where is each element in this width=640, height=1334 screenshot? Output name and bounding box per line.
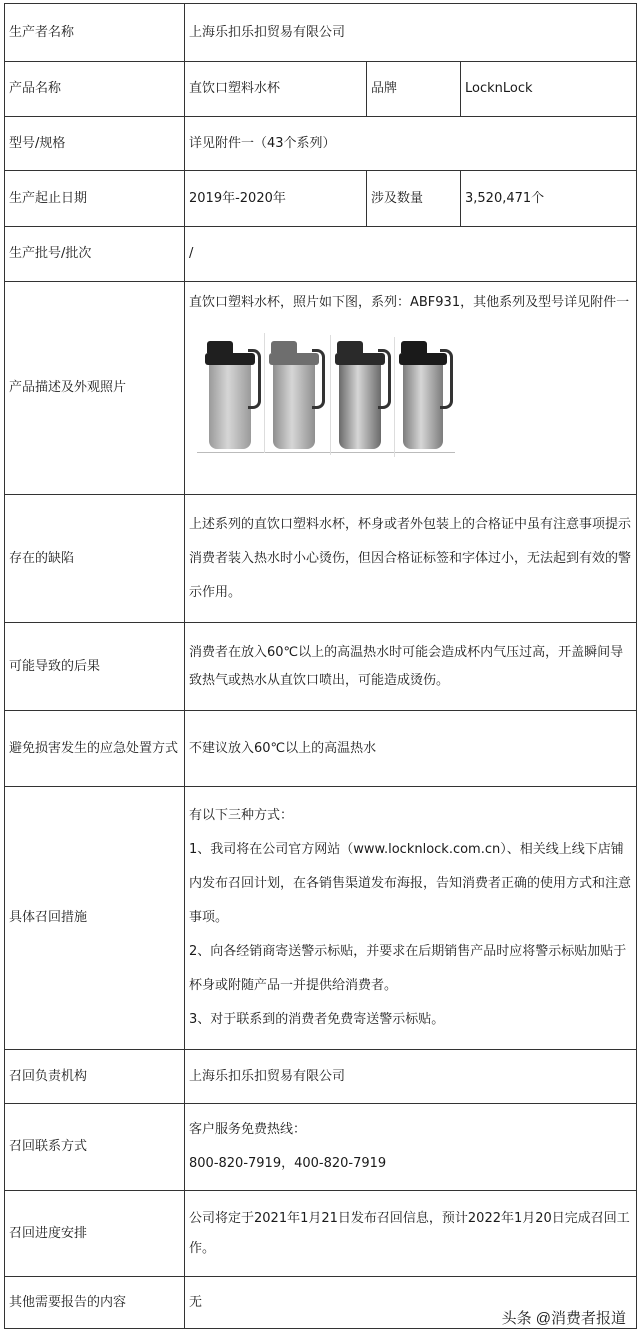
- agency-label: 召回负责机构: [5, 1050, 185, 1104]
- row-agency: [5, 1050, 637, 1104]
- other-value: 无: [185, 1277, 637, 1329]
- model-value: 详见附件一（43个系列）: [185, 117, 637, 171]
- cup-photo: [333, 335, 387, 449]
- contact-label: 召回联系方式: [5, 1104, 185, 1191]
- measures-cell: [185, 787, 637, 1050]
- row-dates: [5, 171, 637, 227]
- cup-photo: [267, 333, 321, 449]
- row-emergency: [5, 711, 637, 787]
- measures-item-1: 1、我司将在公司官方网站（www.locknlock.com.cn）、相关线上线下店铺内发布召回计划，在各销售渠道发布海报，告知消费者正确的使用方式和注意事项。: [189, 842, 632, 925]
- quantity-label: 涉及数量: [367, 171, 461, 227]
- defect-label: 存在的缺陷: [5, 495, 185, 623]
- contact-cell: [185, 1104, 637, 1191]
- dates-label: 生产起止日期: [5, 171, 185, 227]
- schedule-cell: [185, 1191, 637, 1277]
- recall-document: [4, 3, 636, 1329]
- description-cell: [185, 282, 637, 495]
- row-defect: [5, 495, 637, 623]
- contact-line-2: 800-820-7919，400-820-7919: [189, 1156, 387, 1171]
- producer-value: 上海乐扣乐扣贸易有限公司: [185, 4, 637, 62]
- schedule-text: 公司将定于2021年1月21日发布召回信息，预计2022年1月20日完成召回工作。: [189, 1210, 630, 1256]
- dates-value: 2019年-2020年: [185, 171, 367, 227]
- product-photos: [197, 324, 455, 453]
- batch-label: 生产批号/批次: [5, 227, 185, 282]
- row-consequence: [5, 623, 637, 711]
- contact-line-1: 客户服务免费热线：: [189, 1122, 307, 1137]
- recall-table: [4, 3, 637, 1329]
- product-value: 直饮口塑料水杯: [185, 62, 367, 117]
- brand-value: LocknLock: [461, 62, 637, 117]
- row-description: [5, 282, 637, 495]
- batch-value: /: [185, 227, 637, 282]
- row-contact: [5, 1104, 637, 1191]
- row-schedule: [5, 1191, 637, 1277]
- measures-item-3: 3、对于联系到的消费者免费寄送警示标贴。: [189, 1012, 445, 1027]
- emergency-label: 避免损害发生的应急处置方式: [5, 711, 185, 787]
- measures-item-2: 2、向各经销商寄送警示标贴，并要求在后期销售产品时应将警示标贴加贴于杯身或附随产品一并提供给消费者。: [189, 944, 627, 993]
- row-batch: [5, 227, 637, 282]
- defect-cell: [185, 495, 637, 623]
- consequence-label: 可能导致的后果: [5, 623, 185, 711]
- model-label: 型号/规格: [5, 117, 185, 171]
- description-text: 直饮口塑料水杯，照片如下图，系列：ABF931，其他系列及型号详见附件一: [189, 295, 630, 310]
- cup-photo: [203, 335, 257, 449]
- row-producer: [5, 4, 637, 62]
- agency-value: 上海乐扣乐扣贸易有限公司: [185, 1050, 637, 1104]
- description-label: 产品描述及外观照片: [5, 282, 185, 495]
- row-product: [5, 62, 637, 117]
- consequence-text: 消费者在放入60℃以上的高温热水时可能会造成杯内气压过高，开盖瞬间导致热气或热水从直饮口喷出，可能造成烫伤。: [189, 644, 624, 688]
- schedule-label: 召回进度安排: [5, 1191, 185, 1277]
- emergency-value: 不建议放入60℃以上的高温热水: [185, 711, 637, 787]
- source-watermark: 头条 @消费者报道: [501, 1310, 626, 1327]
- measures-intro: 有以下三种方式：: [189, 808, 294, 823]
- product-label: 产品名称: [5, 62, 185, 117]
- row-model: [5, 117, 637, 171]
- other-label: 其他需要报告的内容: [5, 1277, 185, 1329]
- defect-text: 上述系列的直饮口塑料水杯，杯身或者外包装上的合格证中虽有注意事项提示消费者装入热水时小心烫伤，但因合格证标签和字体过小，无法起到有效的警示作用。: [189, 516, 632, 600]
- consequence-cell: [185, 623, 637, 711]
- cup-photo: [397, 337, 449, 449]
- measures-label: 具体召回措施: [5, 787, 185, 1050]
- row-measures: [5, 787, 637, 1050]
- brand-label: 品牌: [367, 62, 461, 117]
- quantity-value: 3,520,471个: [461, 171, 637, 227]
- producer-label: 生产者名称: [5, 4, 185, 62]
